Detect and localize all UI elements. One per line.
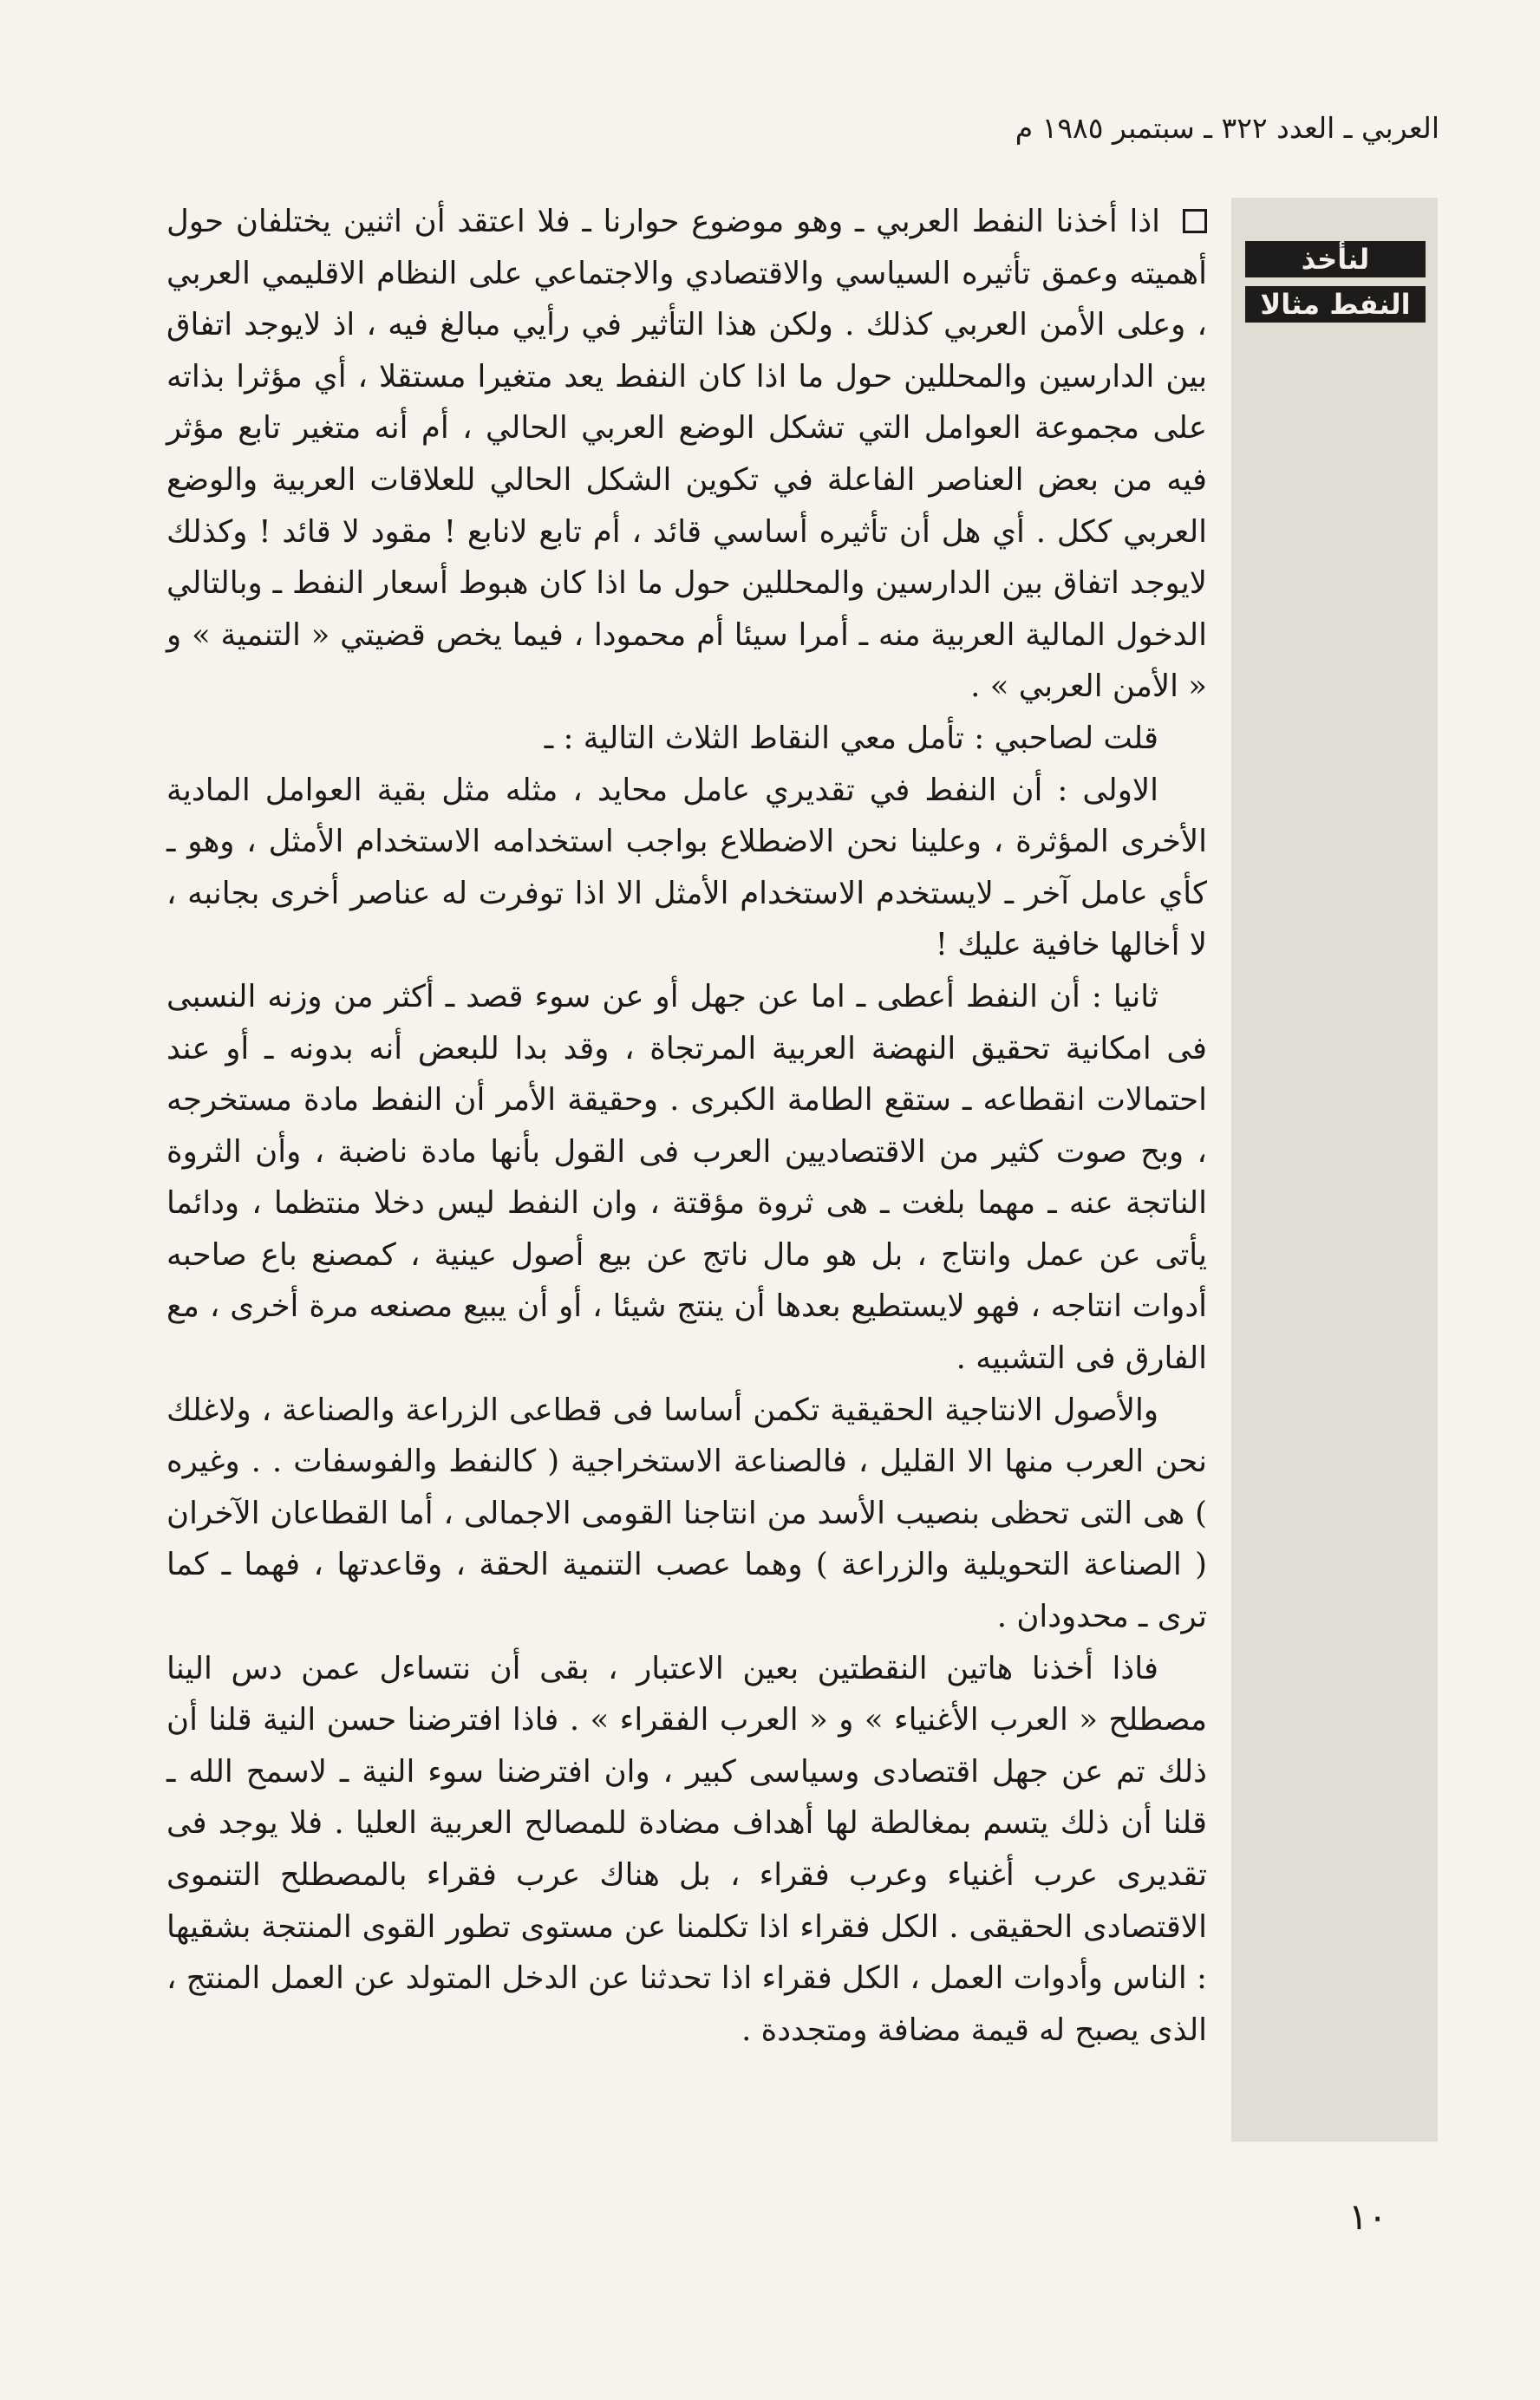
article-paragraph: والأصول الانتاجية الحقيقية تكمن أساسا فى قطاعى الزراعة والصناعة ، ولاغلك نحن العرب منها الا القليل ، فالصناعة الاستخراجية ( كالنفط والفوسفات . . وغيره ) هى التى تحظى بنصيب الأسد من انتاجنا القومى الاجمالى ، أما القطاعان الآخران ( الصناعة التحويلية والزراعة ) وهما عصب التنمية الحقة ، وقاعدتها ، فهما ـ كما ترى ـ محدودان . — [166, 1392, 1207, 1635]
page-number: ١٠ — [1348, 2195, 1387, 2238]
article-paragraph: فاذا أخذنا هاتين النقطتين بعين الاعتبار ، بقى أن نتساءل عمن دس الينا مصطلح « العرب الأغنياء » و « العرب الفقراء » . فاذا افترضنا حسن النية قلنا أن ذلك تم عن جهل اقتصادى وسياسى كبير ، وان افترضنا سوء النية ـ لاسمح الله ـ قلنا أن ذلك يتسم بمغالطة لها أهداف مضادة للمصالح العربية العليا . فلا يوجد فى تقديرى عرب أغنياء وعرب فقراء ، بل هناك عرب فقراء بالمصطلح التنموى الاقتصادى الحقيقى . الكل فقراء اذا تكلمنا عن مستوى تطور القوى المنتجة بشقيها : الناس وأدوات العمل ، الكل فقراء اذا تحدثنا عن الدخل المتولد عن العمل المنتج ، الذى يصبح له قيمة مضافة ومتجددة . — [166, 1650, 1207, 2048]
section-label-line-1: لنأخذ — [1245, 241, 1426, 277]
article-paragraph — [166, 196, 1207, 713]
article-paragraph: ثانيا : أن النفط أعطى ـ اما عن جهل أو عن سوء قصد ـ أكثر من وزنه النسبى فى امكانية تحقيق النهضة العربية المرتجاة ، وقد بدا للبعض أنه بدونه ـ أو عند احتمالات انقطاعه ـ ستقع الطامة الكبرى . وحقيقة الأمر أن النفط مادة مستخرجه ، وبح صوت كثير من الاقتصاديين العرب فى القول بأنها مادة ناضبة ، وأن الثروة الناتجة عنه ـ مهما بلغت ـ هى ثروة مؤقتة ، وان النفط ليس دخلا منتظما ، ودائما يأتى عن عمل وانتاج ، بل هو مال ناتج عن بيع أصول عينية ، كمصنع باع صاحبه أدوات انتاجه ، فهو لايستطيع بعدها أن ينتج شيئا ، أو أن يبيع مصنعه مرة أخرى ، مع الفارق فى التشبيه . — [166, 978, 1207, 1377]
article-paragraph: قلت لصاحبي : تأمل معي النقاط الثلاث التالية : ـ — [544, 720, 1158, 756]
article-body — [166, 196, 1207, 2056]
sidebar-panel — [1231, 198, 1438, 2142]
article-paragraph-text: اذا أخذنا النفط العربي ـ وهو موضوع حوارنا ـ فلا اعتقد أن اثنين يختلفان حول أهميته وعمق تأثيره السياسي والاقتصادي والاجتماعي على النظام الاقليمي العربي ، وعلى الأمن العربي كذلك . ولكن هذا التأثير في رأيي مبالغ فيه ، اذ لايوجد اتفاق بين الدارسين والمحللين حول ما اذا كان النفط يعد متغيرا مستقلا ، أي مؤثرا بذاته على مجموعة العوامل التي تشكل الوضع العربي الحالي ، أم أنه متغير تابع مؤثر فيه من بعض العناصر الفاعلة في تكوين الشكل الحالي للعلاقات العربية والوضع العربي ككل . أي هل أن تأثيره أساسي قائد ، أم تابع لانابع ! مقود لا قائد ! وكذلك لايوجد اتفاق بين الدارسين والمحللين حول ما اذا كان هبوط أسعار النفط ـ وبالتالي الدخول المالية العربية منه ـ أمرا سيئا أم محمودا ، فيما يخص قضيتي « التنمية » و « الأمن العربي » . — [166, 204, 1207, 705]
article-paragraph: الاولى : أن النفط في تقديري عامل محايد ، مثله مثل بقية العوامل المادية الأخرى المؤثرة ، وعلينا نحن الاضطلاع بواجب استخدامه الاستخدام الأمثل ، وهو ـ كأي عامل آخر ـ لايستخدم الاستخدام الأمثل الا اذا توفرت له عناصر أخرى بجانبه ، لا أخالها خافية عليك ! — [166, 772, 1207, 963]
running-head: العربي ـ العدد ٣٢٢ ـ سبتمبر ١٩٨٥ م — [1015, 111, 1439, 145]
section-label-line-2: النفط مثالا — [1245, 286, 1426, 323]
section-label — [1245, 241, 1426, 331]
square-bullet-icon — [1183, 209, 1207, 233]
